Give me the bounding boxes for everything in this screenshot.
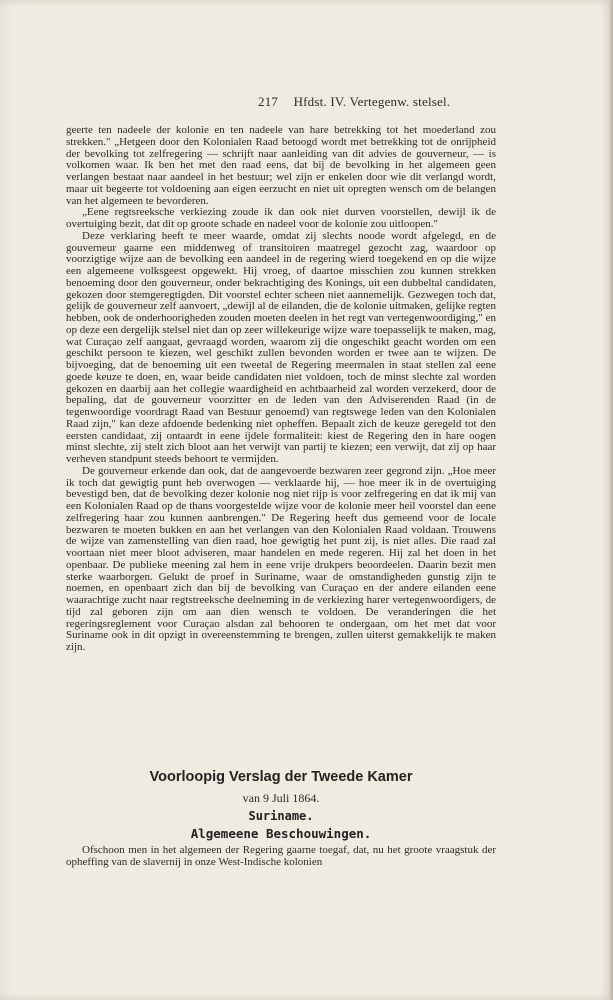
closing-text xyxy=(66,845,496,869)
section-date: van 9 Juli 1864. xyxy=(242,791,320,805)
running-header xyxy=(258,94,508,110)
body-text xyxy=(66,125,496,654)
paragraph: De gouverneur erkende dan ook, dat de aangevoerde bezwaren zeer gegrond zijn. „Hoe meer ik toch dat gewigtig punt heb overwogen — verklaarde hij, — hoe meer ik in de overtuiging bevestigd ben, dat de bevolking dezer kolonie nog niet rijp is voor zelfregering en dat ik mij van een Kolonialen Raad op de thans voorgestelde wijze voor de kolonie meer heil voorstel dan eene zelfregering haar zou kunnen aanbrengen." De Regering heeft dus gemeend voor de locale bezwaren te moeten bukken en aan het verlangen van den Kolonialen Raad voldaan. Trouwens de wijze van zamenstelling van dien raad, hoe gewigtig het punt zij, is niet alles. Die raad zal voortaan niet meer bloot adviseren, maar handelen en mede regeren. Hij zal het doen in het openbaar. De publieke meening zal hem in eene vrije drukpers beoordeelen. Daarin bezit men sterke waarborgen. Gelukt de proef in Suriname, waar de omstandigheden gunstig zijn te noemen, en openbaart zich dan bij de bevolking van Curaçao en der andere eilanden eene waarachtige zucht naar regtstreeksche deelneming in de verkiezing harer vertegenwoordigers, de tijd zal geboren zijn om aan dien wensch te voldoen. De veranderingen die het regeringsreglement voor Curaçao alsdan zal behooren te ondergaan, om het met dat voor Suriname ook in dit opzigt in overeenstemming te brengen, zullen uiterst gemakkelijk te maken zijn. xyxy=(66,464,496,653)
running-title: Hfdst. IV. Vertegenw. stelsel. xyxy=(293,94,451,109)
paragraph: Ofschoon men in het algemeen der Regering gaarne toegaf, dat, nu het groote vraagstuk der opheffing van de slavernij in onze West-Indische kolonien xyxy=(66,844,496,868)
section-subheading: Algemeene Beschouwingen. xyxy=(190,826,372,841)
section-subtitle: Suriname. xyxy=(248,809,314,823)
paragraph: geerte ten nadeele der kolonie en ten nadeele van hare betrekking tot het moederland zou strekken." „Hetgeen door den Kolonialen Raad betoogd wordt met betrekking tot de onrijpheid der bevolking tot zelfregering — schrijft naar aanleiding van dit advies de gouverneur, — is volkomen waar. Ik ben het met den raad eens, dat bij de bevolking in het algemeen geen verlangen bestaat naar aandeel in het bestuur; wel zijn er enkelen door wie dit verlangd wordt, maar uit begeerte tot voldoening aan eigen eerzucht en niet uit opregten wensch om de belangen van het algemeen te bevorderen. xyxy=(66,124,496,207)
paragraph: Deze verklaring heeft te meer waarde, omdat zij slechts noode wordt afgelegd, en de gouverneur gaarne een middenweg of transitoiren maatregel gezocht zag, waardoor op voorzigtige wijze aan de bevolking een aandeel in de regering wierd toegekend en op die wijze een algemeene volksgeest opgewekt. Hij vroeg, of daartoe misschien zou kunnen strekken benoeming door den gouverneur, onder bekrachtiging des Konings, uit een dubbeltal candidaten, gekozen door stemgeregtigden. Dit voorstel echter scheen niet aannemelijk. Gezwegen toch dat, gelijk de gouverneur zelf aanvoert, „dewijl al de eilanden, die de kolonie uitmaken, gelijke regten hebben, ook de onderhoorigheden zouden moeten deelen in het regt van vertegenwoordiging," en op deze een dergelijk stelsel niet dan op zeer willekeurige wijze ware toepasselijk te maken, mag, wat Curaçao zelf aangaat, gevraagd worden, waarom zij die ongeschikt geacht worden om een geschikt persoon te kiezen, wel geschikt zullen bevonden worden er twee aan te wijzen. De bijvoeging, dat de benoeming uit een tweetal de Regering meermalen in staat stellen zal eene goede keuze te doen, en, waar beide candidaten niet voldoen, toch de minst slechte zal worden gekozen en daarbij aan het collegie waardigheid en achtbaarheid zal worden verzekerd, door de bepaling, dat de gouverneur voorzitter en de leden van den Adviserenden Raad (in de tegenwoordige voordragt Raad van Bestuur genoemd) van regtswege leden van den Kolonialen Raad zijn," kan deze afdoende bedenking niet opheffen. Bepaalt zich de keuze geregeld tot den eersten candidaat, zij ontaardt in eene ijdele formaliteit: kiest de Regering den in hare oogen minst slechte, zij stelt zich bloot aan het verwijt van partij te kiezen; een verwijt, dat zij op haar verheven standpunt steeds behoort te vermijden. xyxy=(66,229,496,465)
page-edge xyxy=(609,0,613,1000)
paragraph: „Eene regtsreeksche verkiezing zoude ik dan ook niet durven voorstellen, dewijl ik de overtuiging bezit, dat dit op groote schade en nadeel voor de kolonie zou uitloopen." xyxy=(66,206,496,230)
page-number: 217 xyxy=(258,94,279,109)
section-title: Voorloopig Verslag der Tweede Kamer xyxy=(149,769,413,785)
